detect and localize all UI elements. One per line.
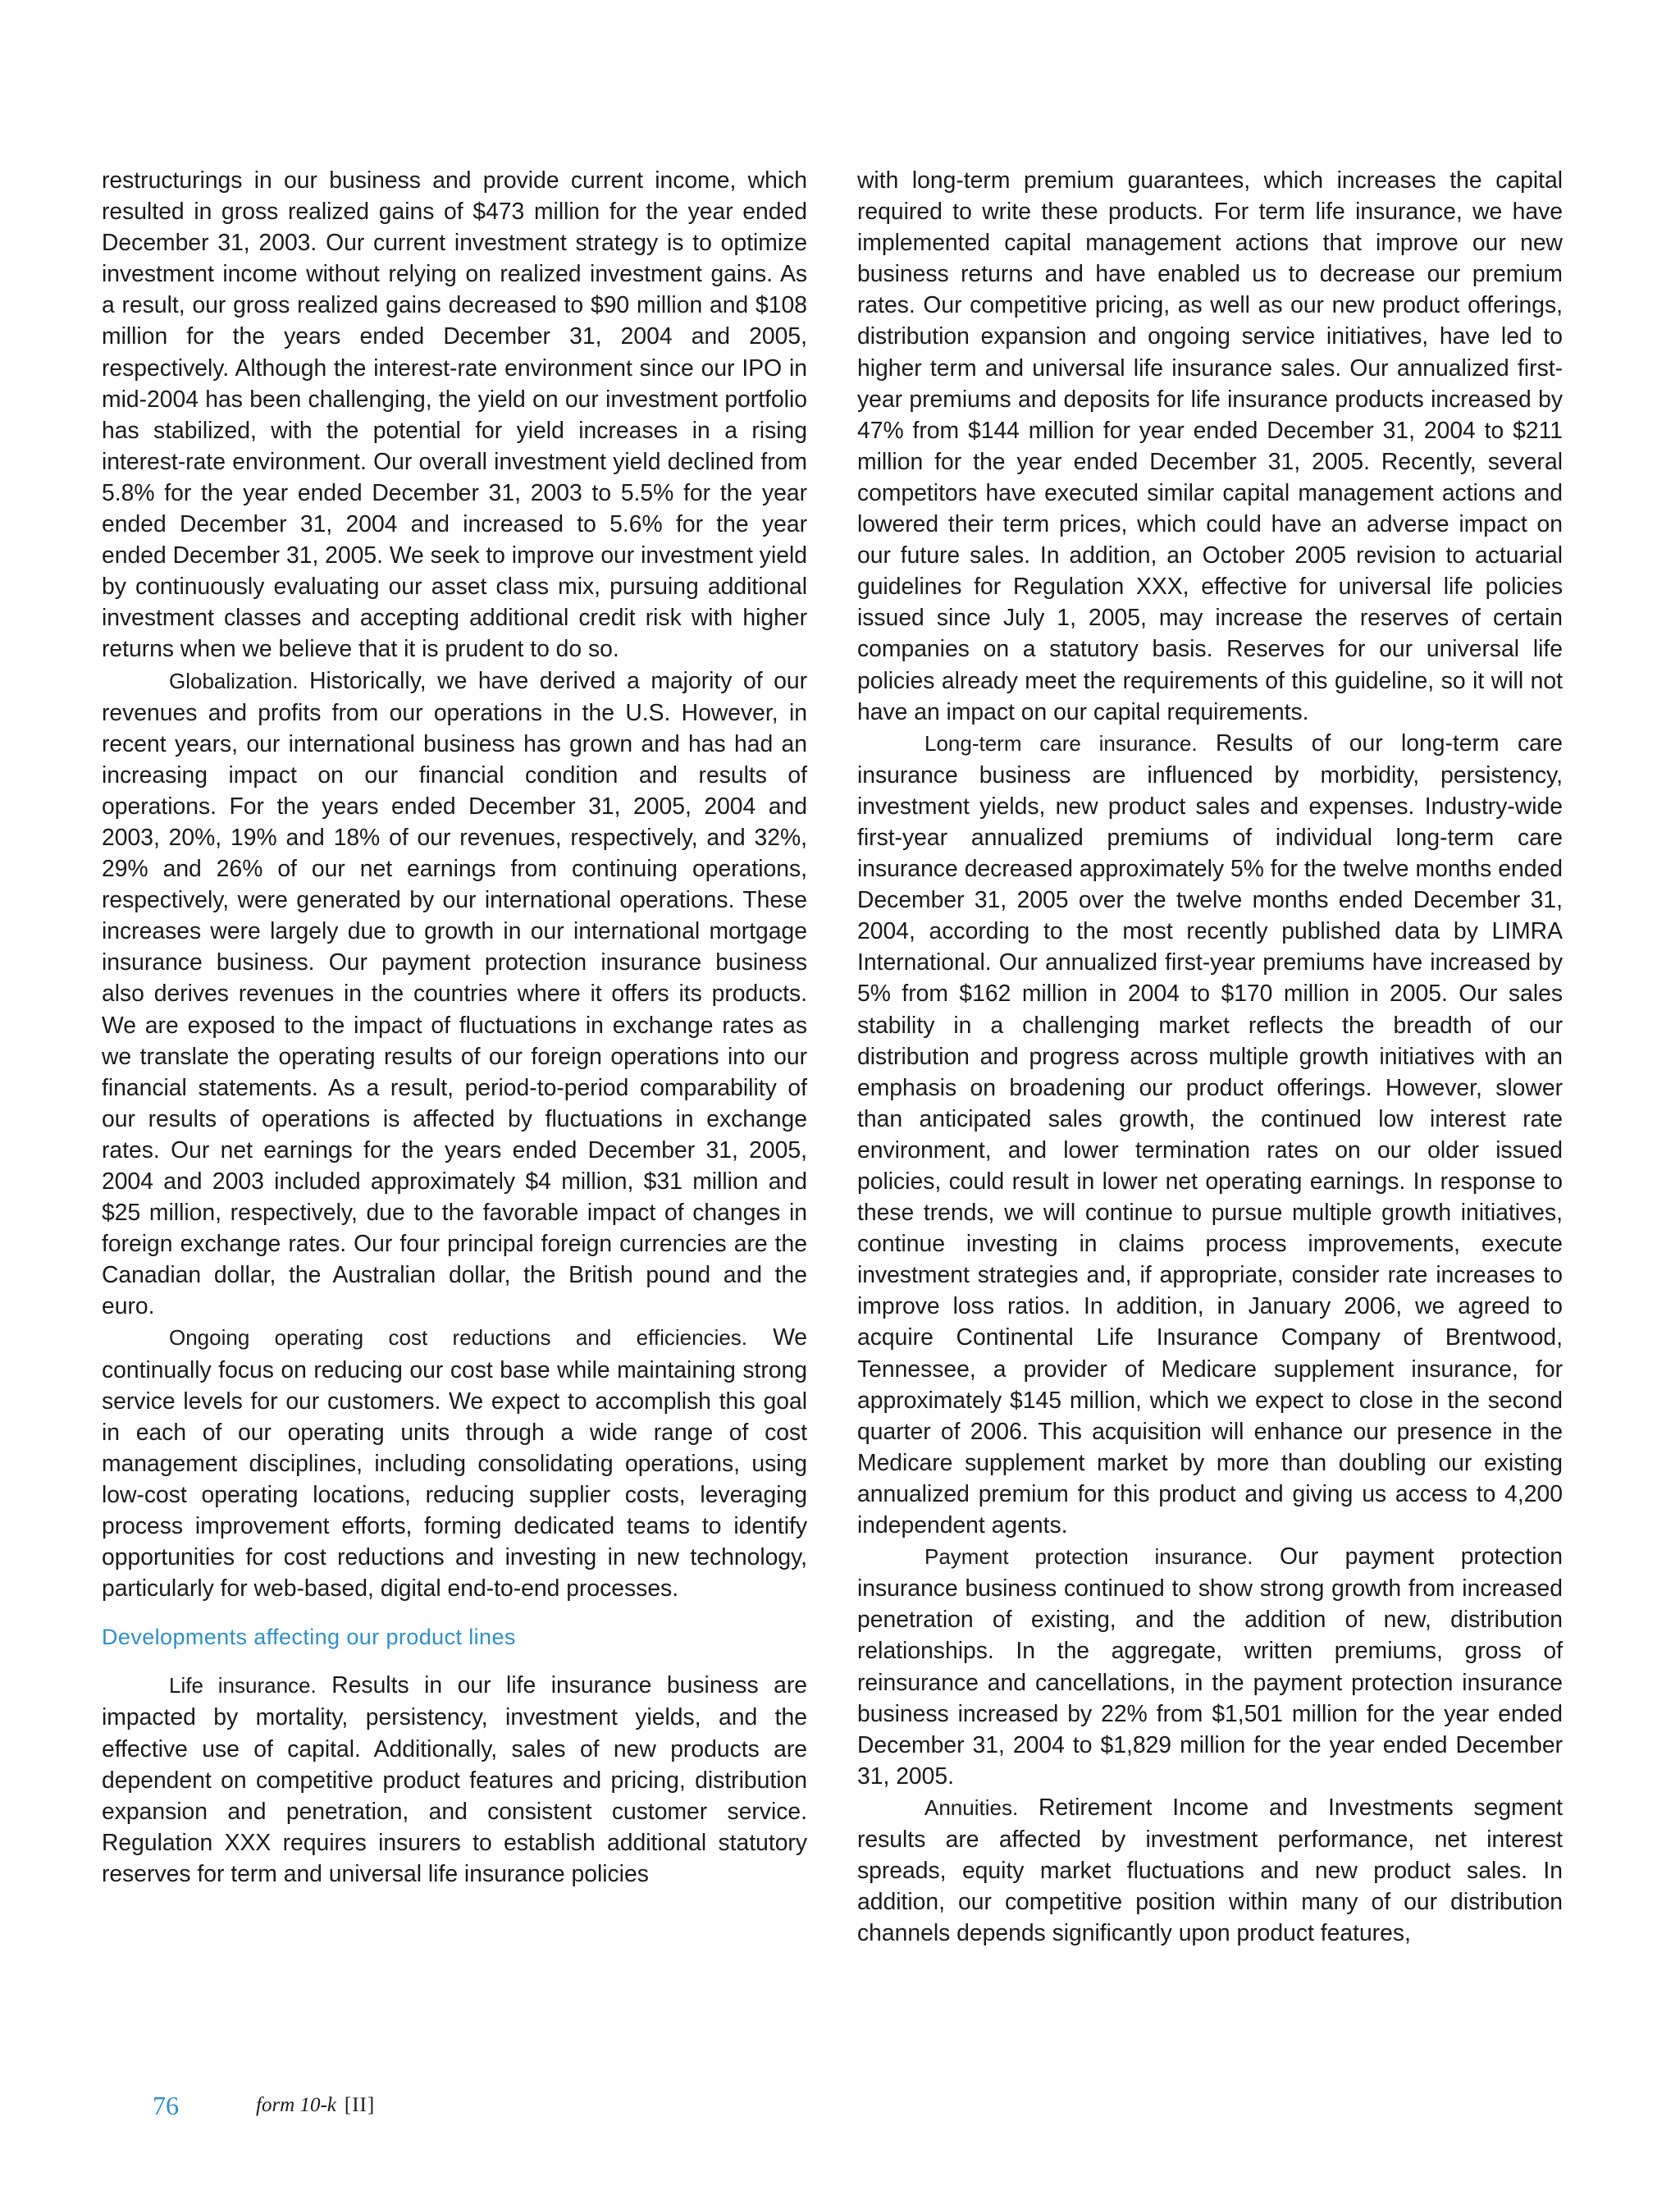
left-column (102, 164, 807, 1889)
run-in-heading-long-term-care: Long-term care insurance. (924, 730, 1198, 756)
paragraph-long-term-care (857, 727, 1563, 1540)
paragraph-investment-strategy: restructurings in our business and provide current income, which resulted in gross realized gains of $473 million for the year ended December 31, 2003. Our current investment strategy is to optimize investment income without relying on realized investment gains. As a result, our gross realized gains decreased to $90 million and $108 million for the years ended December 31, 2004 and 2005, respectively. Although the interest-rate environment since our IPO in mid-2004 has been challenging, the yield on our investment portfolio has stabilized, with the potential for yield increases in a rising interest-rate environment. Our overall investment yield declined from 5.8% for the year ended December 31, 2003 to 5.5% for the year ended December 31, 2004 and increased to 5.6% for the year ended December 31, 2005. We seek to improve our investment yield by continuously evaluating our asset class mix, pursuing additional investment classes and accepting additional credit risk with higher returns when we believe that it is prudent to do so. (102, 167, 807, 662)
paragraph-payment-protection (857, 1540, 1563, 1791)
paragraph-text: Results in our life insurance business are impacted by mortality, persistency, investment yields, and the effective use of capital. Additionally, sales of new products are dependent on competitive product features and pricing, distribution expansion and penetration, and consistent customer service. Regulation XXX requires insurers to establish additional statutory reserves for term and universal life insurance policies (102, 1671, 807, 1886)
run-in-heading-annuities: Annuities. (924, 1795, 1019, 1820)
section-heading: Developments affecting our product lines (102, 1625, 516, 1650)
run-in-heading-globalization: Globalization. (169, 668, 299, 693)
paragraph-text: Our payment protection insurance business continued to show strong growth from increased penetration of existing, and the addition of new, distribution relationships. In the aggregate, written premiums, gross of reinsurance and cancellations, in the payment protection insurance business increased by 22% from $1,501 million for the year ended December 31, 2004 to $1,829 million for the year ended December 31, 2005. (857, 1543, 1563, 1789)
paragraph-text: Retirement Income and Investments segment results are affected by investment performance, net interest spreads, equity market fluctuations and new product sales. In addition, our competitive position within many of our distribution channels depends significantly upon product features, (857, 1793, 1563, 1946)
paragraph-text: Historically, we have derived a majority of our revenues and profits from our operations in the U.S. However, in recent years, our international business has grown and has had an increasing impact on our financial condition and results of operations. For the years ended December 31, 2005, 2004 and 2003, 20%, 19% and 18% of our revenues, respectively, and 32%, 29% and 26% of our net earnings from continuing operations, respectively, were generated by our international operations. These increases were largely due to growth in our international mortgage insurance business. Our payment protection insurance business also derives revenues in the countries where it offers its products. We are exposed to the impact of fluctuations in exchange rates as we translate the operating results of our foreign operations into our financial statements. As a result, period-to-period comparability of our results of operations is affected by fluctuations in exchange rates. Our net earnings for the years ended December 31, 2005, 2004 and 2003 included approximately $4 million, $31 million and $25 million, respectively, due to the favorable impact of changes in foreign exchange rates. Our four principal foreign currencies are the Canadian dollar, the Australian dollar, the British pound and the euro. (102, 666, 807, 1319)
run-in-heading-life-insurance: Life insurance. (169, 1673, 317, 1699)
paragraph-annuities (857, 1791, 1563, 1948)
form-name: form 10-k (256, 2094, 336, 2116)
right-column (857, 164, 1563, 1948)
paragraph-life-insurance-cont: with long-term premium guarantees, which increases the capital required to write these products. For term life insurance, we have implemented capital management actions that improve our new business returns and have enabled us to decrease our premium rates. Our competitive pricing, as well as our new product offerings, distribution expansion and ongoing service initiatives, have led to higher term and universal life insurance sales. Our annualized first-year premiums and deposits for life insurance products increased by 47% from $144 million for year ended December 31, 2004 to $211 million for the year ended December 31, 2005. Recently, several competitors have executed similar capital management actions and lowered their term prices, which could have an adverse impact on our future sales. In addition, an October 2005 revision to actuarial guidelines for Regulation XXX, effective for universal life policies issued since July 1, 2005, may increase the reserves of certain companies on a statutory basis. Reserves for our universal life policies already meet the requirements of this guideline, so it will not have an impact on our capital requirements. (857, 167, 1563, 725)
paragraph-life-insurance (102, 1669, 807, 1889)
page-number: 76 (153, 2091, 179, 2120)
run-in-heading-payment-protection: Payment protection insurance. (924, 1544, 1253, 1570)
paragraph-text: Results of our long-term care insurance business are influenced by morbidity, persistency, investment yields, new product sales and expenses. Industry-wide first-year annualized premiums of individual long-term care insurance decreased approximately 5% for the twelve months ended December 31, 2005 over the twelve months ended December 31, 2004, according to the most recently published data by LIMRA International. Our annualized first-year premiums have increased by 5% from $162 million in 2004 to $170 million in 2005. Our sales stability in a challenging market reflects the breadth of our distribution and progress across multiple growth initiatives with an emphasis on broadening our product offerings. However, slower than anticipated sales growth, the continued low interest rate environment, and lower termination rates on our older issued policies, could result in lower net operating earnings. In response to these trends, we will continue to pursue multiple growth initiatives, continue investing in claims process improvements, execute investment strategies and, if appropriate, consider rate increases to improve loss ratios. In addition, in January 2006, we agreed to acquire Continental Life Insurance Company of Brentwood, Tennessee, a provider of Medicare supplement insurance, for approximately $145 million, which we expect to close in the second quarter of 2006. This acquisition will enhance our presence in the Medicare supplement market by more than doubling our existing annualized premium for this product and giving us access to 4,200 independent agents. (857, 729, 1563, 1538)
paragraph-cost-reductions (102, 1321, 807, 1603)
part-label: [II] (344, 2094, 376, 2116)
paragraph-globalization (102, 665, 807, 1322)
run-in-heading-cost-reductions: Ongoing operating cost reductions and efficiencies. (169, 1325, 748, 1351)
form-label (256, 2094, 375, 2117)
paragraph-text: We continually focus on reducing our cost base while maintaining strong service levels for our customers. We expect to accomplish this goal in each of our operating units through a wide range of cost management disciplines, including consolidating operations, using low-cost operating locations, reducing supplier costs, leveraging process improvement efforts, forming dedicated teams to identify opportunities for cost reductions and investing in new technology, particularly for web-based, digital end-to-end processes. (102, 1324, 808, 1602)
